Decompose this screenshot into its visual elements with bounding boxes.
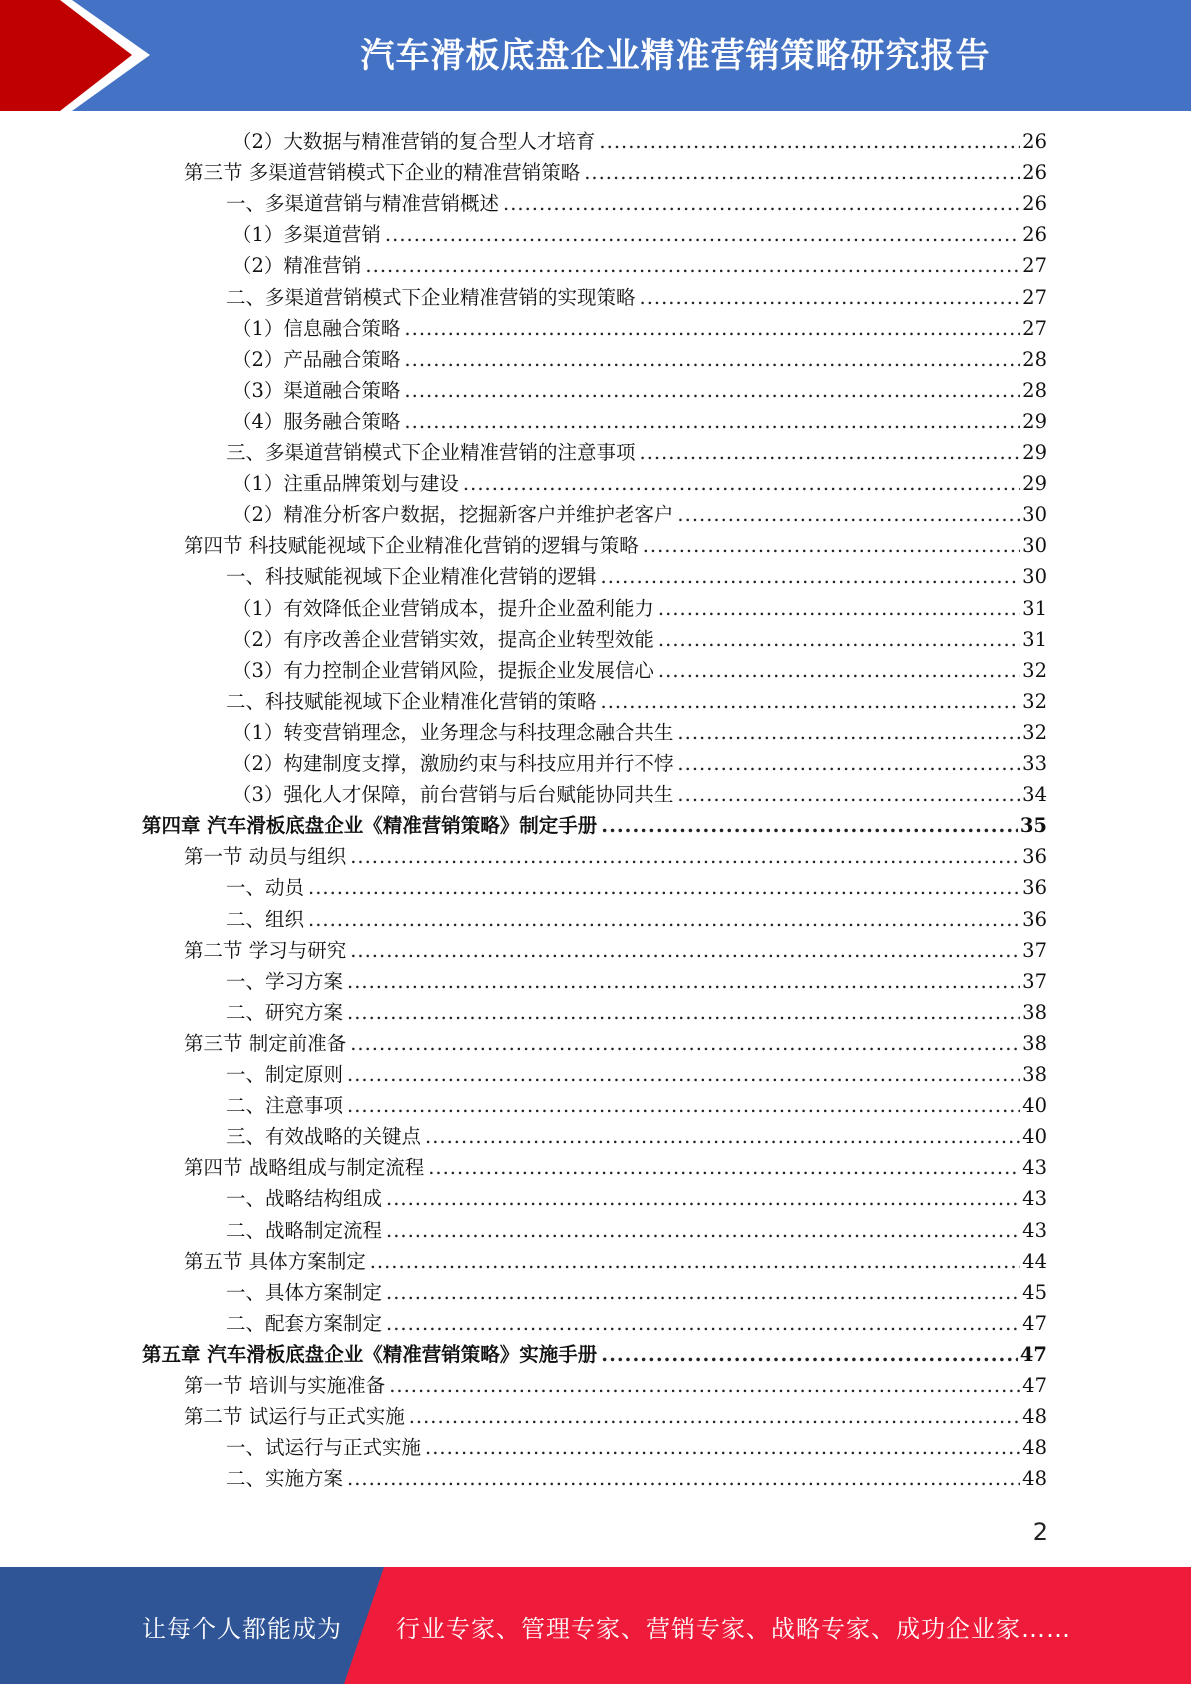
toc-entry[interactable] bbox=[226, 1090, 1047, 1121]
toc-dot-leader bbox=[386, 1308, 1020, 1339]
toc-entry-page: 43 bbox=[1022, 1187, 1047, 1211]
toc-entry-title: （4）服务融合策略 bbox=[232, 409, 401, 433]
toc-dot-leader bbox=[386, 1215, 1020, 1246]
toc-entry[interactable] bbox=[232, 344, 1047, 375]
toc-entry[interactable] bbox=[232, 468, 1047, 499]
toc-entry-title: 二、实施方案 bbox=[226, 1467, 344, 1491]
toc-entry[interactable] bbox=[226, 1183, 1047, 1214]
toc-entry-title: 第三节 制定前准备 bbox=[184, 1031, 347, 1055]
toc-entry-page: 32 bbox=[1022, 720, 1047, 744]
toc-entry[interactable] bbox=[232, 313, 1047, 344]
toc-dot-leader bbox=[308, 872, 1020, 903]
toc-dot-leader bbox=[643, 530, 1020, 561]
toc-dot-leader bbox=[386, 1183, 1020, 1214]
toc-dot-leader bbox=[404, 344, 1020, 375]
toc-entry-title: 一、试运行与正式实施 bbox=[226, 1436, 422, 1460]
toc-entry[interactable] bbox=[232, 748, 1047, 779]
toc-dot-leader bbox=[347, 1059, 1020, 1090]
toc-entry-title: 第二节 试运行与正式实施 bbox=[184, 1405, 405, 1429]
toc-entry[interactable] bbox=[226, 1277, 1047, 1308]
toc-entry-title: 一、战略结构组成 bbox=[226, 1187, 383, 1211]
toc-entry-title: 二、注意事项 bbox=[226, 1094, 344, 1118]
toc-entry-title: （2）大数据与精准营销的复合型人才培育 bbox=[232, 130, 596, 153]
toc-dot-leader bbox=[347, 1090, 1020, 1121]
toc-dot-leader bbox=[425, 1121, 1020, 1152]
toc-entry[interactable] bbox=[184, 935, 1047, 966]
toc-entry-title: （1）多渠道营销 bbox=[232, 223, 381, 247]
toc-entry-page: 27 bbox=[1022, 285, 1047, 309]
toc-entry-page: 37 bbox=[1022, 969, 1047, 993]
toc-dot-leader bbox=[386, 1277, 1020, 1308]
toc-entry-page: 38 bbox=[1022, 1031, 1047, 1055]
toc-dot-leader bbox=[350, 841, 1020, 872]
toc-entry-page: 29 bbox=[1022, 441, 1047, 464]
toc-entry[interactable] bbox=[226, 966, 1047, 997]
toc-dot-leader bbox=[658, 624, 1020, 655]
toc-entry[interactable] bbox=[226, 904, 1047, 935]
toc-entry-page: 26 bbox=[1022, 130, 1047, 153]
toc-entry-title: 二、科技赋能视域下企业精准化营销的策略 bbox=[226, 689, 597, 713]
toc-dot-leader bbox=[404, 406, 1020, 437]
toc-dot-leader bbox=[677, 779, 1020, 810]
toc-entry-page: 29 bbox=[1022, 409, 1047, 433]
toc-entry-title: 一、学习方案 bbox=[226, 969, 344, 993]
toc-dot-leader bbox=[503, 188, 1020, 219]
toc-dot-leader bbox=[677, 748, 1020, 779]
toc-entry-page: 43 bbox=[1022, 1218, 1047, 1242]
toc-entry-title: 二、战略制定流程 bbox=[226, 1218, 383, 1242]
toc-entry[interactable] bbox=[184, 530, 1047, 561]
toc-dot-leader bbox=[404, 313, 1020, 344]
toc-entry[interactable] bbox=[226, 282, 1047, 313]
toc-dot-leader bbox=[658, 593, 1020, 624]
toc-dot-leader bbox=[425, 1432, 1020, 1463]
toc-entry[interactable] bbox=[184, 1370, 1047, 1401]
toc-entry[interactable] bbox=[226, 872, 1047, 903]
toc-entry[interactable] bbox=[226, 686, 1047, 717]
toc-entry-page: 47 bbox=[1019, 1342, 1047, 1366]
toc-dot-leader bbox=[677, 499, 1020, 530]
toc-entry-title: 第三节 多渠道营销模式下企业的精准营销策略 bbox=[184, 161, 581, 185]
toc-entry-page: 36 bbox=[1022, 845, 1047, 869]
toc-entry-title: 第四节 科技赋能视域下企业精准化营销的逻辑与策略 bbox=[184, 534, 639, 558]
toc-entry-title: （2）精准分析客户数据，挖掘新客户并维护老客户 bbox=[232, 503, 674, 527]
toc-entry-page: 27 bbox=[1022, 254, 1047, 278]
toc-entry-page: 31 bbox=[1022, 627, 1047, 651]
toc-dot-leader bbox=[370, 1246, 1020, 1277]
toc-entry-page: 40 bbox=[1022, 1125, 1047, 1149]
toc-entry-title: 二、研究方案 bbox=[226, 1000, 344, 1024]
toc-entry-title: 三、有效战略的关键点 bbox=[226, 1125, 422, 1149]
toc-entry-title: 一、多渠道营销与精准营销概述 bbox=[226, 192, 500, 216]
toc-dot-leader bbox=[347, 966, 1020, 997]
toc-entry[interactable] bbox=[226, 1059, 1047, 1090]
page-header bbox=[0, 0, 1191, 111]
toc-entry-title: （2）精准营销 bbox=[232, 254, 362, 278]
toc-entry-title: 第五节 具体方案制定 bbox=[184, 1249, 366, 1273]
toc-entry[interactable] bbox=[226, 561, 1047, 592]
toc-entry[interactable] bbox=[184, 157, 1047, 188]
toc-entry-title: 一、动员 bbox=[226, 876, 305, 900]
toc-dot-leader bbox=[404, 375, 1020, 406]
toc-dot-leader bbox=[385, 219, 1020, 250]
toc-entry[interactable] bbox=[232, 406, 1047, 437]
toc-dot-leader bbox=[658, 655, 1020, 686]
toc-entry[interactable] bbox=[232, 593, 1047, 624]
toc-entry[interactable] bbox=[226, 1432, 1047, 1463]
toc-dot-leader bbox=[350, 1028, 1020, 1059]
toc-dot-leader bbox=[463, 468, 1020, 499]
toc-entry[interactable] bbox=[184, 1028, 1047, 1059]
toc-entry-page: 34 bbox=[1022, 783, 1047, 807]
toc-entry-page: 36 bbox=[1022, 876, 1047, 900]
toc-entry[interactable] bbox=[232, 655, 1047, 686]
toc-entry-title: （2）构建制度支撑，激励约束与科技应用并行不悖 bbox=[232, 752, 674, 775]
toc-entry-page: 47 bbox=[1022, 1311, 1047, 1335]
toc-entry-page: 48 bbox=[1022, 1405, 1047, 1429]
toc-entry[interactable] bbox=[226, 1121, 1047, 1152]
toc-entry[interactable] bbox=[226, 188, 1047, 219]
toc-dot-leader bbox=[601, 810, 1018, 841]
toc-dot-leader bbox=[308, 904, 1020, 935]
toc-entry-title: （1）注重品牌策划与建设 bbox=[232, 472, 459, 496]
toc-entry-title: （3）渠道融合策略 bbox=[232, 378, 401, 402]
toc-entry-page: 38 bbox=[1022, 1000, 1047, 1024]
toc-entry-page: 26 bbox=[1022, 223, 1047, 247]
toc-entry[interactable] bbox=[184, 1246, 1047, 1277]
toc-entry-page: 45 bbox=[1022, 1280, 1047, 1304]
toc-dot-leader bbox=[601, 1339, 1018, 1370]
toc-entry[interactable] bbox=[184, 841, 1047, 872]
toc-dot-leader bbox=[599, 126, 1020, 157]
page-footer bbox=[0, 1567, 1191, 1684]
toc-entry[interactable] bbox=[232, 779, 1047, 810]
toc-dot-leader bbox=[347, 1463, 1020, 1494]
toc-entry-title: （1）有效降低企业营销成本，提升企业盈利能力 bbox=[232, 596, 654, 620]
report-title: 汽车滑板底盘企业精准营销策略研究报告 bbox=[360, 36, 991, 76]
toc-entry-page: 31 bbox=[1022, 596, 1047, 620]
toc-entry-title: （3）有力控制企业营销风险，提振企业发展信心 bbox=[232, 658, 654, 682]
toc-entry[interactable] bbox=[232, 250, 1047, 281]
toc-entry-title: （1）转变营销理念，业务理念与科技理念融合共生 bbox=[232, 720, 674, 744]
toc-entry-title: 一、具体方案制定 bbox=[226, 1280, 383, 1304]
toc-dot-leader bbox=[350, 935, 1020, 966]
toc-dot-leader bbox=[640, 282, 1021, 313]
toc-entry[interactable] bbox=[232, 126, 1047, 157]
toc-entry-title: （2）产品融合策略 bbox=[232, 347, 401, 371]
toc-entry-page: 47 bbox=[1022, 1374, 1047, 1397]
toc-entry-title: （1）信息融合策略 bbox=[232, 316, 401, 340]
toc-entry-title: 第五章 汽车滑板底盘企业《精准营销策略》实施手册 bbox=[142, 1342, 598, 1366]
toc-entry-page: 43 bbox=[1022, 1156, 1047, 1180]
toc-entry-page: 32 bbox=[1022, 689, 1047, 713]
toc-dot-leader bbox=[601, 561, 1021, 592]
toc-entry[interactable] bbox=[232, 624, 1047, 655]
toc-entry[interactable] bbox=[142, 1339, 1047, 1370]
toc-entry[interactable] bbox=[184, 1401, 1047, 1432]
toc-entry-page: 26 bbox=[1022, 192, 1047, 216]
toc-entry-page: 44 bbox=[1022, 1249, 1047, 1273]
toc-entry-page: 26 bbox=[1022, 161, 1047, 185]
page-number: 2 bbox=[1032, 1518, 1048, 1546]
toc-entry-title: 第一节 动员与组织 bbox=[184, 845, 347, 869]
toc-entry-page: 40 bbox=[1022, 1094, 1047, 1118]
toc-entry-title: （3）强化人才保障，前台营销与后台赋能协同共生 bbox=[232, 783, 674, 807]
toc-dot-leader bbox=[389, 1370, 1020, 1401]
toc-entry-title: （2）有序改善企业营销实效，提高企业转型效能 bbox=[232, 627, 654, 651]
toc-dot-leader bbox=[640, 437, 1021, 468]
toc-entry-page: 28 bbox=[1022, 378, 1047, 402]
toc-entry-title: 第四章 汽车滑板底盘企业《精准营销策略》制定手册 bbox=[142, 814, 598, 838]
toc-entry[interactable] bbox=[226, 1215, 1047, 1246]
toc-entry-page: 36 bbox=[1022, 907, 1047, 931]
toc-entry[interactable] bbox=[226, 1463, 1047, 1494]
toc-entry-page: 38 bbox=[1022, 1063, 1047, 1086]
toc-entry-page: 33 bbox=[1022, 752, 1047, 775]
toc-dot-leader bbox=[601, 686, 1021, 717]
toc-entry-page: 48 bbox=[1022, 1467, 1047, 1491]
toc-entry[interactable] bbox=[142, 810, 1047, 841]
toc-entry-title: 一、制定原则 bbox=[226, 1063, 344, 1086]
toc-entry-page: 27 bbox=[1022, 316, 1047, 340]
toc-entry[interactable] bbox=[226, 1308, 1047, 1339]
toc-dot-leader bbox=[584, 157, 1020, 188]
toc-dot-leader bbox=[365, 250, 1020, 281]
toc-entry-title: 第二节 学习与研究 bbox=[184, 938, 347, 962]
toc-dot-leader bbox=[677, 717, 1020, 748]
toc-entry[interactable] bbox=[226, 997, 1047, 1028]
toc-entry[interactable] bbox=[232, 375, 1047, 406]
toc-entry-title: 二、配套方案制定 bbox=[226, 1311, 383, 1335]
toc-entry[interactable] bbox=[232, 499, 1047, 530]
toc-dot-leader bbox=[347, 997, 1020, 1028]
footer-tagline: 行业专家、管理专家、营销专家、战略专家、成功企业家…… bbox=[396, 1615, 1071, 1643]
toc-entry-page: 30 bbox=[1022, 565, 1047, 589]
toc-entry-page: 48 bbox=[1022, 1436, 1047, 1460]
footer-slogan: 让每个人都能成为 bbox=[142, 1615, 342, 1643]
toc-entry[interactable] bbox=[232, 219, 1047, 250]
toc-entry-title: 二、组织 bbox=[226, 907, 305, 931]
toc-entry-page: 32 bbox=[1022, 658, 1047, 682]
toc-entry[interactable] bbox=[184, 1152, 1047, 1183]
toc-entry-title: 二、多渠道营销模式下企业精准营销的实现策略 bbox=[226, 285, 636, 309]
toc-entry-page: 37 bbox=[1022, 938, 1047, 962]
toc-entry-title: 三、多渠道营销模式下企业精准营销的注意事项 bbox=[226, 441, 636, 464]
toc-entry-title: 一、科技赋能视域下企业精准化营销的逻辑 bbox=[226, 565, 597, 589]
toc-dot-leader bbox=[409, 1401, 1020, 1432]
toc-entry-page: 30 bbox=[1022, 503, 1047, 527]
toc-entry-page: 30 bbox=[1022, 534, 1047, 558]
toc-entry-title: 第一节 培训与实施准备 bbox=[184, 1374, 386, 1397]
toc-entry[interactable] bbox=[232, 717, 1047, 748]
toc-entry-page: 29 bbox=[1022, 472, 1047, 496]
toc-dot-leader bbox=[428, 1152, 1020, 1183]
toc-entry-page: 28 bbox=[1022, 347, 1047, 371]
toc-entry-title: 第四节 战略组成与制定流程 bbox=[184, 1156, 425, 1180]
toc-entry[interactable] bbox=[226, 437, 1047, 468]
toc-entry-page: 35 bbox=[1019, 814, 1047, 838]
